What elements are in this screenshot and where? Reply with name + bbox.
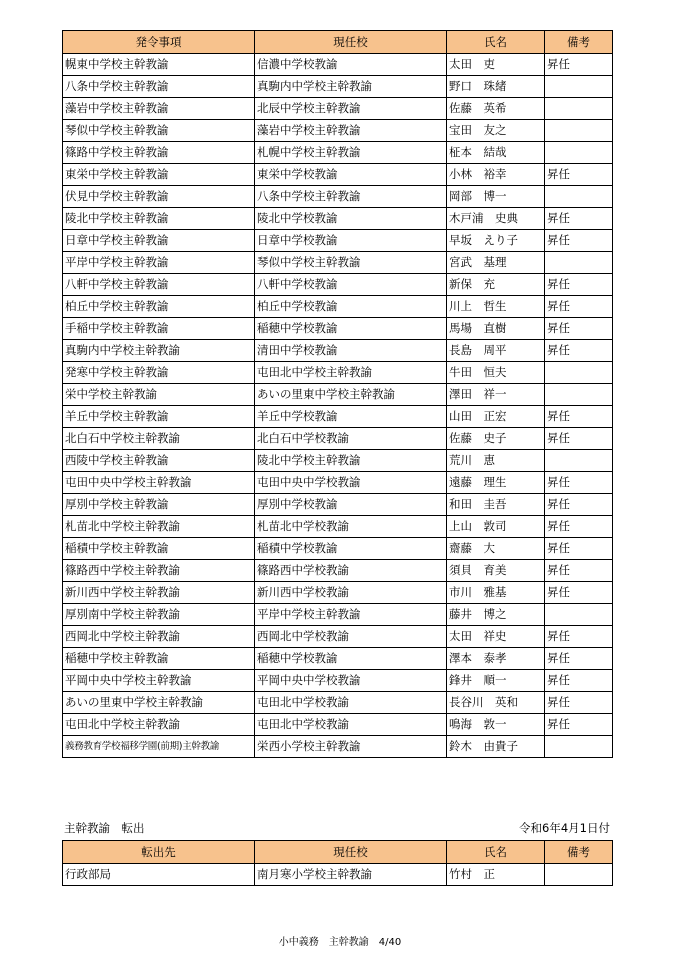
cell-col-position: 栄中学校主幹教諭	[63, 384, 255, 406]
cell-col-note	[545, 120, 613, 142]
cell-col-position: 藻岩中学校主幹教諭	[63, 98, 255, 120]
cell-col-position: 義務教育学校福移学園(前期)主幹教諭	[63, 736, 255, 758]
cell-col-current-school: 八軒中学校教諭	[255, 274, 447, 296]
table-row	[63, 274, 613, 296]
table-row	[63, 164, 613, 186]
header-col-current-school: 現任校	[255, 841, 447, 864]
cell-col-position: 発寒中学校主幹教諭	[63, 362, 255, 384]
table-header-row	[63, 31, 613, 54]
cell-col-current-school: 八条中学校主幹教諭	[255, 186, 447, 208]
cell-col-name: 遠藤 理生	[447, 472, 545, 494]
cell-col-position: 東栄中学校主幹教諭	[63, 164, 255, 186]
table-row	[63, 142, 613, 164]
table-row	[63, 472, 613, 494]
cell-col-position: あいの里東中学校主幹教諭	[63, 692, 255, 714]
table-row	[63, 76, 613, 98]
cell-col-current-school: 柏丘中学校教諭	[255, 296, 447, 318]
cell-col-position: 幌東中学校主幹教諭	[63, 54, 255, 76]
cell-col-note	[545, 142, 613, 164]
cell-col-note: 昇任	[545, 472, 613, 494]
cell-col-position: 西岡北中学校主幹教諭	[63, 626, 255, 648]
cell-col-position: 屯田中央中学校主幹教諭	[63, 472, 255, 494]
cell-col-note	[545, 186, 613, 208]
header-col-name: 氏名	[447, 841, 545, 864]
cell-col-current-school: 陵北中学校教諭	[255, 208, 447, 230]
cell-col-current-school: 陵北中学校主幹教諭	[255, 450, 447, 472]
cell-col-name: 鋒井 順一	[447, 670, 545, 692]
table-row	[63, 252, 613, 274]
cell-col-position: 伏見中学校主幹教諭	[63, 186, 255, 208]
table-row	[63, 864, 613, 886]
cell-col-current-school: 栄西小学校主幹教諭	[255, 736, 447, 758]
cell-col-position: 札苗北中学校主幹教諭	[63, 516, 255, 538]
cell-col-name: 新保 充	[447, 274, 545, 296]
cell-col-note: 昇任	[545, 406, 613, 428]
cell-col-current-school: 西岡北中学校教諭	[255, 626, 447, 648]
cell-col-current-school: 札苗北中学校教諭	[255, 516, 447, 538]
cell-col-note: 昇任	[545, 626, 613, 648]
cell-col-position: 柏丘中学校主幹教諭	[63, 296, 255, 318]
table-row	[63, 560, 613, 582]
cell-col-name: 牛田 恒夫	[447, 362, 545, 384]
cell-col-note	[545, 362, 613, 384]
cell-col-current-school: 厚別中学校教諭	[255, 494, 447, 516]
cell-col-note	[545, 604, 613, 626]
cell-col-name: 上山 敦司	[447, 516, 545, 538]
table-row	[63, 362, 613, 384]
cell-col-name: 和田 圭吾	[447, 494, 545, 516]
cell-col-note: 昇任	[545, 274, 613, 296]
cell-col-name: 太田 吏	[447, 54, 545, 76]
cell-col-current-school: 琴似中学校主幹教諭	[255, 252, 447, 274]
cell-col-note: 昇任	[545, 692, 613, 714]
cell-col-current-school: 稲積中学校教諭	[255, 538, 447, 560]
cell-col-note: 昇任	[545, 670, 613, 692]
header-col-note: 備考	[545, 31, 613, 54]
cell-col-position: 陵北中学校主幹教諭	[63, 208, 255, 230]
cell-col-position: 八条中学校主幹教諭	[63, 76, 255, 98]
cell-col-current-school: 稲穂中学校教諭	[255, 648, 447, 670]
effective-date: 令和6年4月1日付	[519, 821, 610, 835]
cell-col-note: 昇任	[545, 494, 613, 516]
table-row	[63, 296, 613, 318]
cell-col-name: 竹村 正	[447, 864, 545, 886]
cell-col-note	[545, 450, 613, 472]
cell-col-name: 長島 周平	[447, 340, 545, 362]
cell-col-note: 昇任	[545, 560, 613, 582]
cell-col-note: 昇任	[545, 230, 613, 252]
cell-col-name: 岡部 博一	[447, 186, 545, 208]
cell-col-current-school: あいの里東中学校主幹教諭	[255, 384, 447, 406]
cell-col-note: 昇任	[545, 54, 613, 76]
cell-col-name: 木戸浦 史典	[447, 208, 545, 230]
cell-col-current-school: 信濃中学校教諭	[255, 54, 447, 76]
cell-col-name: 山田 正宏	[447, 406, 545, 428]
table-row	[63, 648, 613, 670]
cell-col-position: 真駒内中学校主幹教諭	[63, 340, 255, 362]
cell-col-current-school: 屯田北中学校教諭	[255, 692, 447, 714]
cell-col-note	[545, 864, 613, 886]
cell-col-note: 昇任	[545, 714, 613, 736]
table-row	[63, 516, 613, 538]
cell-col-position: 琴似中学校主幹教諭	[63, 120, 255, 142]
page-footer: 小中義務 主幹教諭 4/40	[278, 937, 402, 948]
cell-col-name: 長谷川 英和	[447, 692, 545, 714]
table-row	[63, 428, 613, 450]
cell-col-name: 川上 哲生	[447, 296, 545, 318]
cell-col-note	[545, 252, 613, 274]
cell-col-note: 昇任	[545, 318, 613, 340]
header-col-position: 転出先	[63, 841, 255, 864]
cell-col-position: 厚別中学校主幹教諭	[63, 494, 255, 516]
table-header-row	[63, 841, 613, 864]
table-row	[63, 450, 613, 472]
cell-col-current-school: 屯田中央中学校教諭	[255, 472, 447, 494]
cell-col-note: 昇任	[545, 164, 613, 186]
cell-col-current-school: 北白石中学校教諭	[255, 428, 447, 450]
cell-col-name: 宮武 基理	[447, 252, 545, 274]
cell-col-note: 昇任	[545, 538, 613, 560]
table-row	[63, 582, 613, 604]
cell-col-current-school: 東栄中学校教諭	[255, 164, 447, 186]
cell-col-current-school: 藻岩中学校主幹教諭	[255, 120, 447, 142]
table-row	[63, 692, 613, 714]
cell-col-current-school: 平岸中学校主幹教諭	[255, 604, 447, 626]
cell-col-note	[545, 98, 613, 120]
cell-col-name: 鳴海 敦一	[447, 714, 545, 736]
cell-col-name: 宝田 友之	[447, 120, 545, 142]
cell-col-note: 昇任	[545, 296, 613, 318]
cell-col-name: 佐藤 史子	[447, 428, 545, 450]
cell-col-position: 八軒中学校主幹教諭	[63, 274, 255, 296]
cell-col-position: 平岸中学校主幹教諭	[63, 252, 255, 274]
cell-col-name: 藤井 博之	[447, 604, 545, 626]
table-row	[63, 406, 613, 428]
cell-col-name: 市川 雅基	[447, 582, 545, 604]
table-row	[63, 318, 613, 340]
cell-col-current-school: 日章中学校教諭	[255, 230, 447, 252]
cell-col-note	[545, 384, 613, 406]
table-row	[63, 626, 613, 648]
cell-col-name: 澤本 泰孝	[447, 648, 545, 670]
table-row	[63, 340, 613, 362]
cell-col-current-school: 屯田北中学校教諭	[255, 714, 447, 736]
cell-col-current-school: 南月寒小学校主幹教諭	[255, 864, 447, 886]
cell-col-name: 澤田 祥一	[447, 384, 545, 406]
cell-col-position: 屯田北中学校主幹教諭	[63, 714, 255, 736]
cell-col-note: 昇任	[545, 582, 613, 604]
table-row	[63, 230, 613, 252]
cell-col-current-school: 羊丘中学校教諭	[255, 406, 447, 428]
cell-col-name: 小林 裕幸	[447, 164, 545, 186]
cell-col-note	[545, 76, 613, 98]
cell-col-position: 北白石中学校主幹教諭	[63, 428, 255, 450]
cell-col-name: 柾本 結哉	[447, 142, 545, 164]
cell-col-position: 新川西中学校主幹教諭	[63, 582, 255, 604]
table-row	[63, 384, 613, 406]
header-col-current-school: 現任校	[255, 31, 447, 54]
cell-col-name: 太田 祥史	[447, 626, 545, 648]
cell-col-current-school: 稲穂中学校教諭	[255, 318, 447, 340]
cell-col-note: 昇任	[545, 648, 613, 670]
appointment-table	[62, 30, 613, 758]
cell-col-name: 荒川 恵	[447, 450, 545, 472]
table-row	[63, 186, 613, 208]
cell-col-name: 佐藤 英希	[447, 98, 545, 120]
cell-col-note: 昇任	[545, 428, 613, 450]
cell-col-position: 手稲中学校主幹教諭	[63, 318, 255, 340]
table-row	[63, 538, 613, 560]
cell-col-position: 羊丘中学校主幹教諭	[63, 406, 255, 428]
cell-col-name: 馬場 直樹	[447, 318, 545, 340]
cell-col-current-school: 屯田北中学校主幹教諭	[255, 362, 447, 384]
transfer-table	[62, 840, 613, 886]
table-row	[63, 120, 613, 142]
section-title: 主幹教諭 転出	[64, 821, 145, 835]
cell-col-current-school: 真駒内中学校主幹教諭	[255, 76, 447, 98]
header-col-note: 備考	[545, 841, 613, 864]
cell-col-position: 厚別南中学校主幹教諭	[63, 604, 255, 626]
table-row	[63, 736, 613, 758]
table-row	[63, 670, 613, 692]
table-row	[63, 54, 613, 76]
cell-col-note: 昇任	[545, 208, 613, 230]
cell-col-note: 昇任	[545, 516, 613, 538]
cell-col-position: 日章中学校主幹教諭	[63, 230, 255, 252]
cell-col-name: 須貝 育美	[447, 560, 545, 582]
header-col-position: 発令事項	[63, 31, 255, 54]
table-row	[63, 604, 613, 626]
cell-col-position: 稲穂中学校主幹教諭	[63, 648, 255, 670]
cell-col-name: 早坂 えり子	[447, 230, 545, 252]
cell-col-position: 平岡中央中学校主幹教諭	[63, 670, 255, 692]
cell-col-current-school: 北辰中学校主幹教諭	[255, 98, 447, 120]
table-row	[63, 714, 613, 736]
cell-col-position: 西陵中学校主幹教諭	[63, 450, 255, 472]
cell-col-name: 野口 珠緒	[447, 76, 545, 98]
cell-col-position: 稲積中学校主幹教諭	[63, 538, 255, 560]
cell-col-current-school: 新川西中学校教諭	[255, 582, 447, 604]
cell-col-position: 行政部局	[63, 864, 255, 886]
cell-col-name: 鈴木 由貴子	[447, 736, 545, 758]
cell-col-position: 篠路西中学校主幹教諭	[63, 560, 255, 582]
table-row	[63, 494, 613, 516]
cell-col-note	[545, 736, 613, 758]
cell-col-current-school: 清田中学校教諭	[255, 340, 447, 362]
header-col-name: 氏名	[447, 31, 545, 54]
cell-col-note: 昇任	[545, 340, 613, 362]
table-row	[63, 98, 613, 120]
cell-col-name: 齋藤 大	[447, 538, 545, 560]
cell-col-current-school: 平岡中央中学校教諭	[255, 670, 447, 692]
cell-col-current-school: 篠路西中学校教諭	[255, 560, 447, 582]
cell-col-current-school: 札幌中学校主幹教諭	[255, 142, 447, 164]
cell-col-position: 篠路中学校主幹教諭	[63, 142, 255, 164]
table-row	[63, 208, 613, 230]
